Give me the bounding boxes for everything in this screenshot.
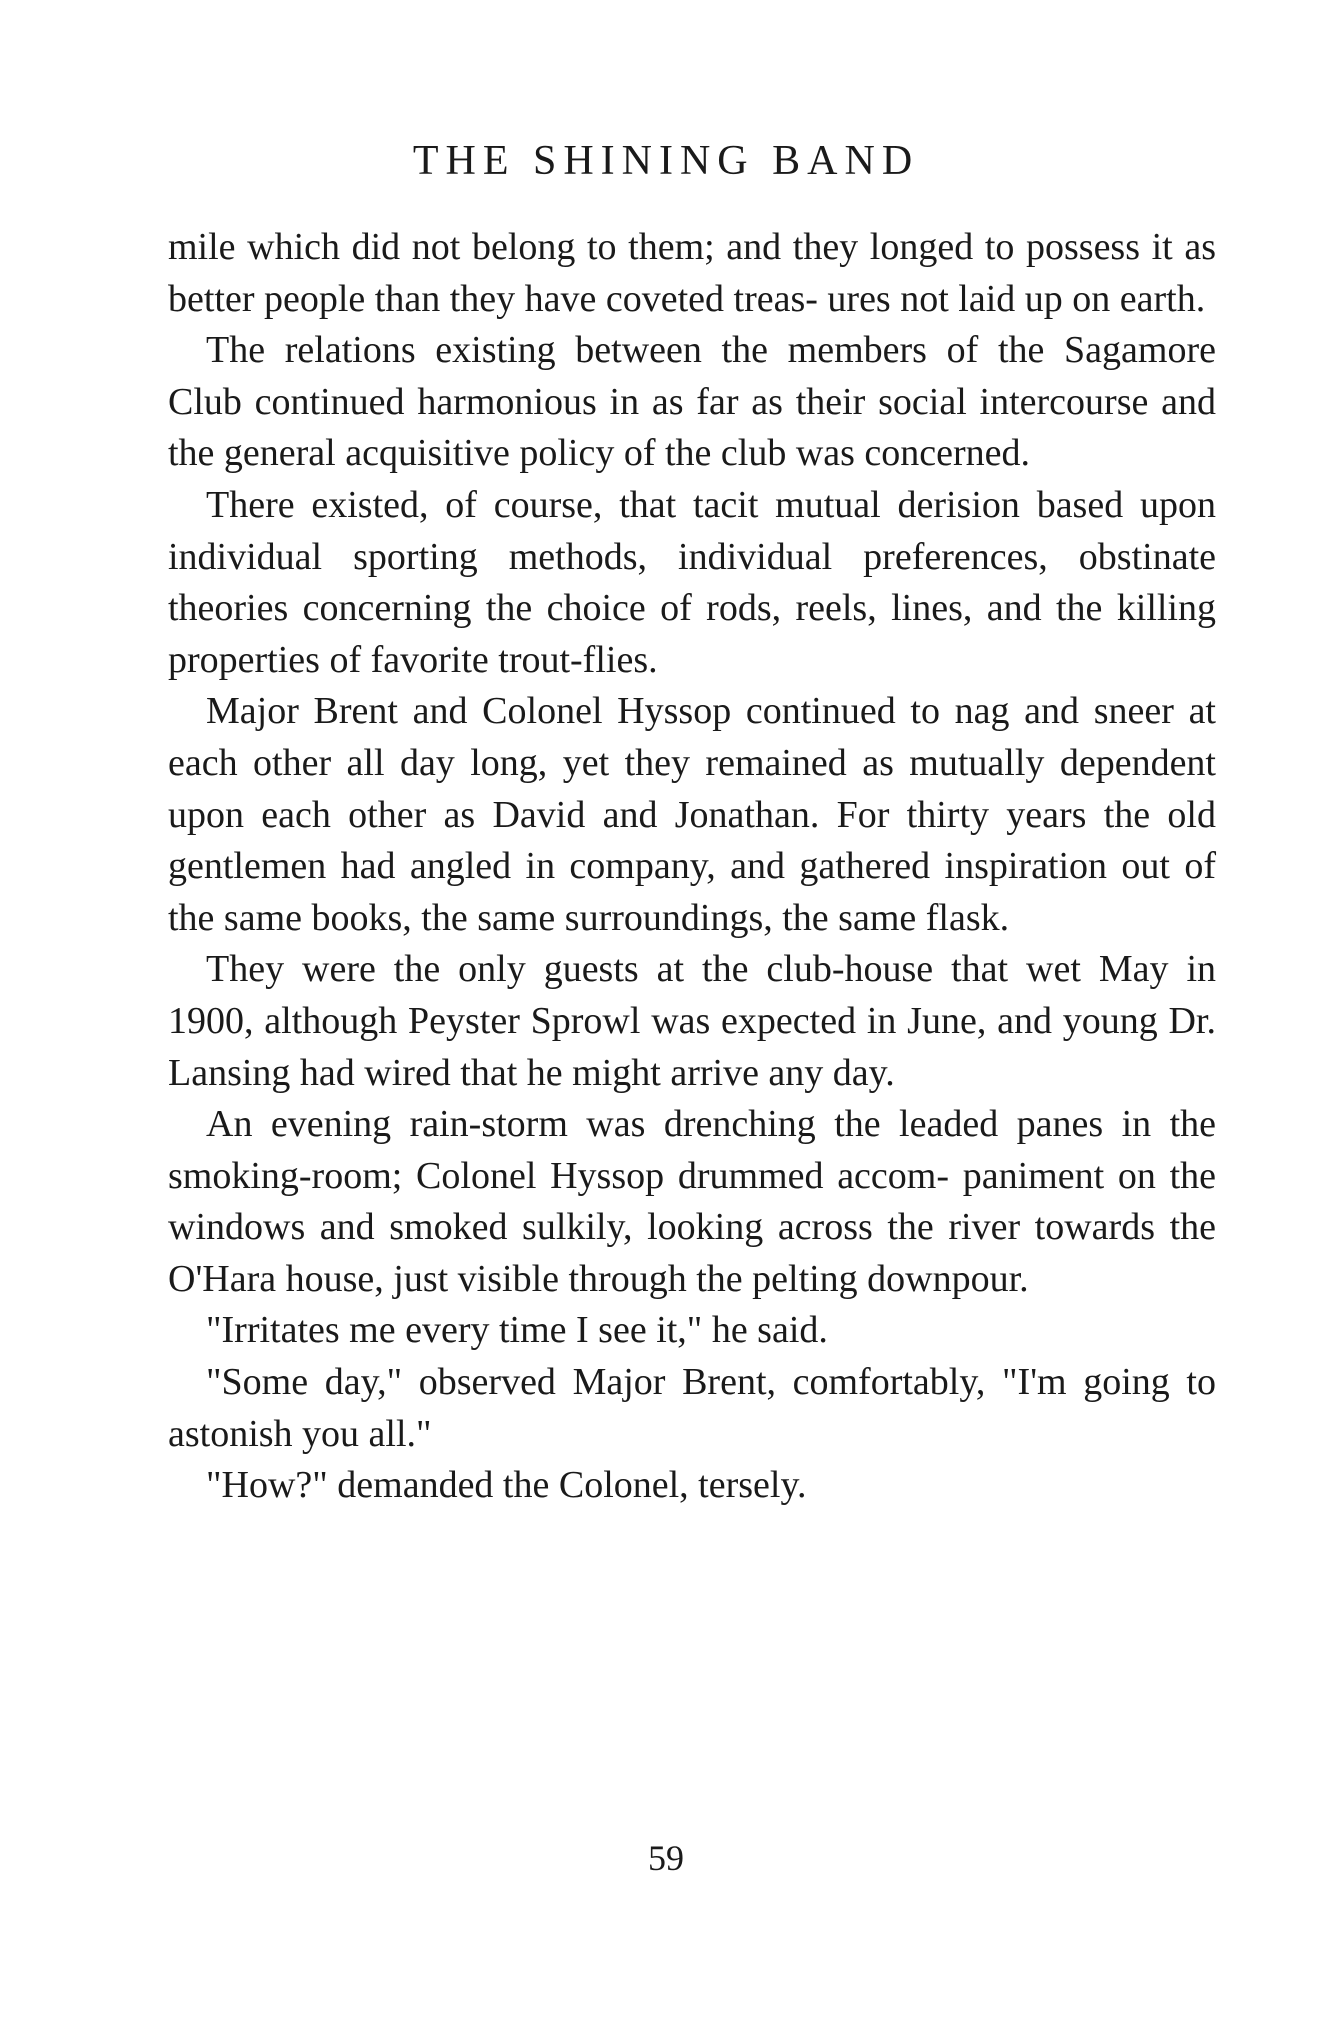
paragraph: "Irritates me every time I see it," he said.: [206, 1309, 828, 1352]
paragraph: There existed, of course, that tacit mutual derision based upon individual sporting methods, individual preferences, obstinate theories concerning the choice of rods, reels, lines, and the killing properties of favorite trout-flies.: [168, 483, 1216, 681]
paragraph: Major Brent and Colonel Hyssop continued to nag and sneer at each other all day long, yet they remained as mutually dependent upon each other as David and Jonathan. For thirty years the old gentlemen had angled in company, and gathered inspiration out of the same books, the same surroundings, the same flask.: [168, 690, 1216, 939]
paragraph: "How?" demanded the Colonel, tersely.: [206, 1464, 807, 1507]
paragraph: "Some day," observed Major Brent, comfortably, "I'm going to astonish you all.": [168, 1361, 1216, 1455]
paragraph: An evening rain-storm was drenching the leaded panes in the smoking-room; Colonel Hyssop drummed accom- paniment on the windows and smoked sulkily, looking across the river towards the O'Hara house, just visible through the pelting downpour.: [168, 1103, 1216, 1300]
paragraph: The relations existing between the members of the Sagamore Club continued harmonious in as far as their social intercourse and the general acquisitive policy of the club was concerned.: [168, 329, 1216, 475]
running-head: THE SHINING BAND: [412, 138, 920, 184]
paragraph-continued: mile which did not belong to them; and they longed to possess it as better people than they have coveted treas- ures not laid up on earth.: [168, 226, 1216, 320]
paragraph: They were the only guests at the club-house that wet May in 1900, although Peyster Sprowl was expected in June, and young Dr. Lansing had wired that he might arrive any day.: [168, 948, 1216, 1094]
page-number: 59: [648, 1838, 684, 1878]
body-text: [168, 222, 1216, 1512]
